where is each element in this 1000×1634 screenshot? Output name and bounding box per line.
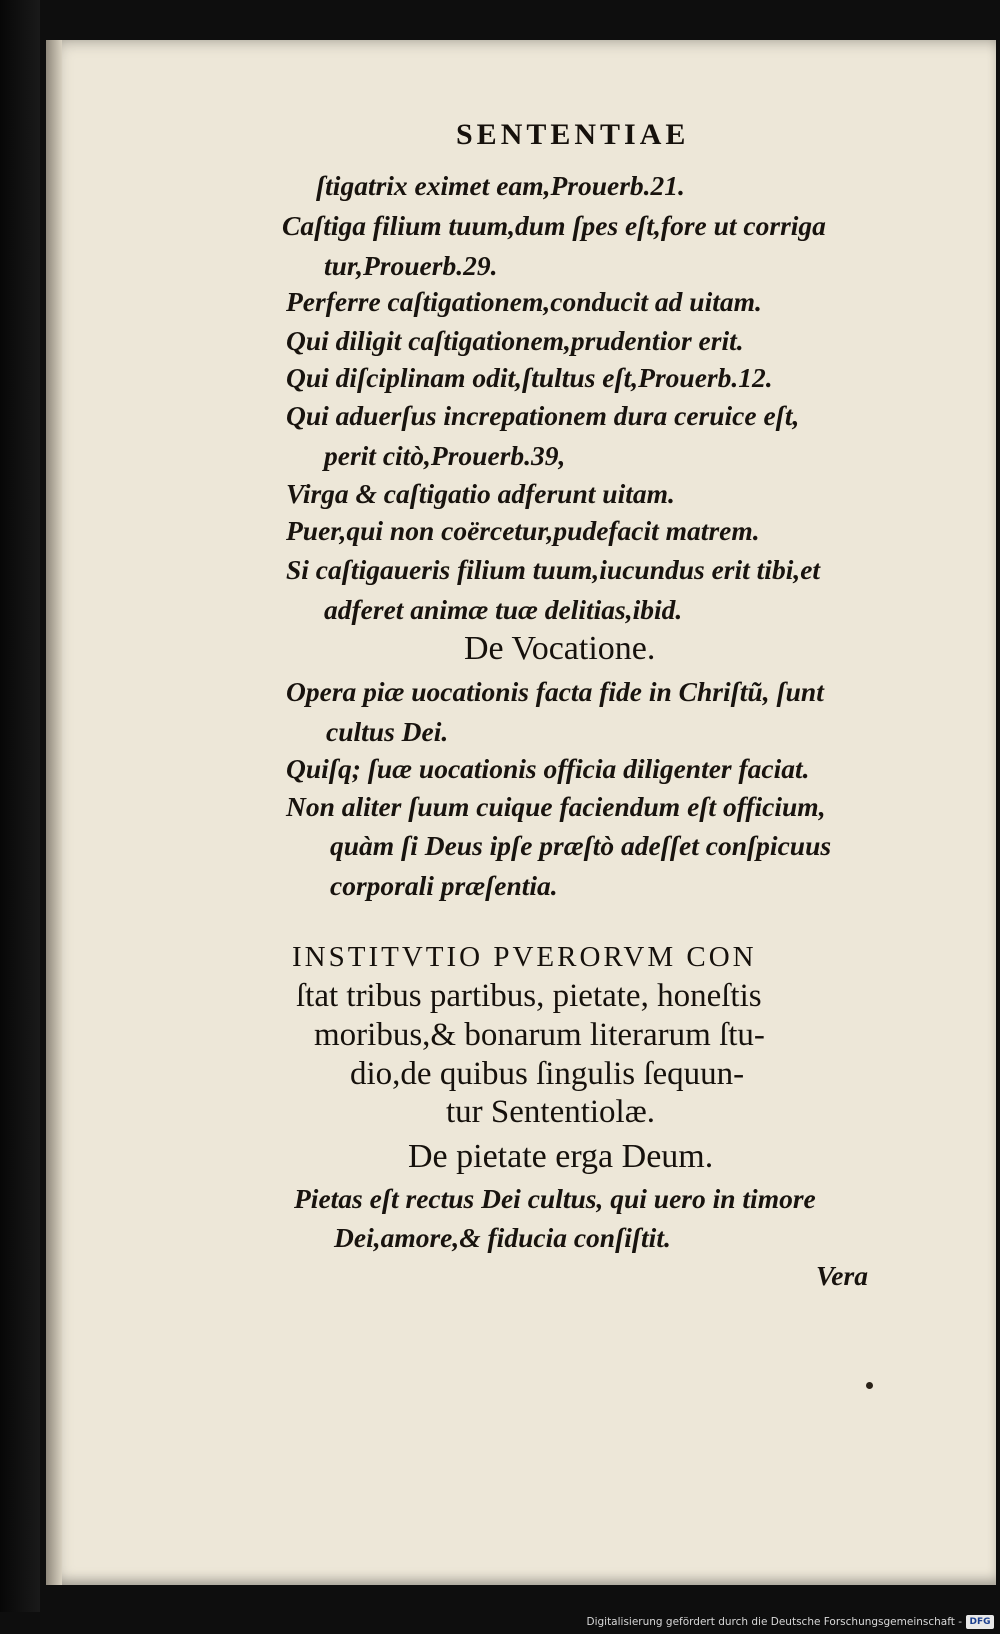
dfg-logo-icon: DFG: [966, 1615, 994, 1629]
text-line: Perferre caſtigationem,conducit ad uitam.: [286, 286, 762, 317]
text-line: corporali præſentia.: [330, 870, 558, 901]
text-line: adferet animæ tuæ delitias,ibid.: [324, 594, 683, 625]
book-page: [46, 40, 996, 1585]
catchword: Vera: [816, 1260, 868, 1291]
text-line: Pietas eſt rectus Dei cultus, qui uero in timore: [294, 1183, 816, 1214]
text-line: dio,de quibus ſingulis ſequun-: [350, 1056, 745, 1092]
ink-speck: [866, 1382, 873, 1389]
text-line: Virga & caſtigatio adferunt uitam.: [286, 478, 675, 509]
scan-background-edge: [0, 0, 40, 1634]
institutio-caps-line: INSTITVTIO PVERORVM CON: [292, 941, 757, 973]
text-line: Opera piæ uocationis facta fide in Chriſtũ, ſunt: [286, 676, 824, 707]
text-line: Caſtiga filium tuum,dum ſpes eſt,fore ut corriga: [282, 210, 826, 241]
running-head: SENTENTIAE: [456, 118, 690, 151]
text-line: perit citò,Prouerb.39,: [324, 440, 566, 471]
text-line: Qui diligit caſtigationem,prudentior erit.: [286, 325, 744, 356]
text-line: Puer,qui non coërcetur,pudefacit matrem.: [286, 515, 760, 546]
text-line: cultus Dei.: [326, 716, 449, 747]
text-line: Non aliter ſuum cuique faciendum eſt officium,: [286, 791, 826, 822]
text-line: Si caſtigaueris filium tuum,iucundus erit tibi,et: [286, 554, 821, 585]
text-line: tur Sententiolæ.: [446, 1094, 655, 1130]
text-line: Dei,amore,& fiducia conſiſtit.: [334, 1222, 671, 1253]
footer-bar: [0, 1612, 1000, 1634]
footer-credit: Digitalisierung gefördert durch die Deutsche Forschungsgemeinschaft -: [586, 1616, 962, 1628]
text-line: ſtigatrix eximet eam,Prouerb.21.: [316, 170, 685, 201]
section-heading-pietate: De pietate erga Deum.: [408, 1138, 714, 1175]
text-line: Qui diſciplinam odit,ſtultus eſt,Prouerb.12.: [286, 362, 773, 393]
text-line: ſtat tribus partibus, pietate, honeſtis: [296, 978, 762, 1014]
text-line: quàm ſi Deus ipſe præſtò adeſſet conſpicuus: [330, 830, 832, 861]
text-line: Qui aduerſus increpationem dura ceruice eſt,: [286, 400, 800, 431]
text-line: Quiſq; ſuæ uocationis officia diligenter faciat.: [286, 753, 810, 784]
section-heading-vocatione: De Vocatione.: [464, 630, 656, 667]
page-gutter-shadow: [46, 40, 62, 1585]
text-line: tur,Prouerb.29.: [324, 250, 498, 281]
text-line: moribus,& bonarum literarum ſtu-: [314, 1017, 765, 1053]
